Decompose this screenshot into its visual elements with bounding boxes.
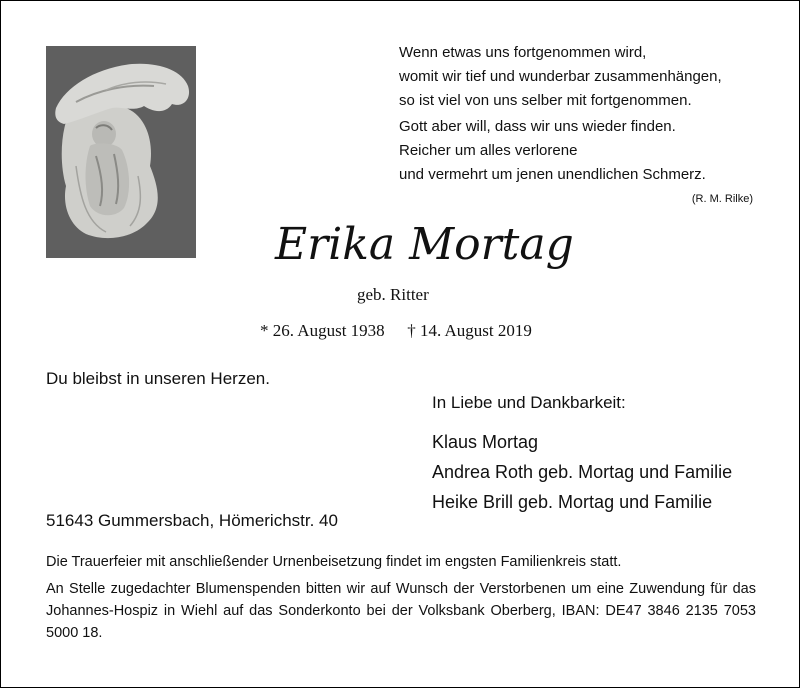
birth-date: 26. August 1938 [272,321,385,340]
memorial-motto: Du bleibst in unseren Herzen. [46,369,270,388]
poem-author: (R. M. Rilke) [691,193,753,205]
mourner-name: Klaus Mortag [432,432,539,452]
mourners-list [432,427,732,517]
donation-request: An Stelle zugedachter Blumenspenden bitten wir auf Wunsch der Verstorbenen um eine Zuwendung für das Johannes-Hospiz in Wiehl auf das Sonderkonto bei der Volksbank Oberberg, IBAN: DE47 3846 2135 7053 5000 18. [46,581,756,641]
poem-line: Wenn etwas uns fortgenommen wird, [399,44,647,61]
family-address: 51643 Gummersbach, Hömerichstr. 40 [46,511,338,530]
poem-line: Gott aber will, dass wir uns wieder finden. [399,118,676,135]
mourner-name: Andrea Roth geb. Mortag und Familie [432,462,733,482]
sculpture-hand-icon [46,46,196,258]
rilke-poem [399,41,769,187]
poem-line: so ist viel von uns selber mit fortgenommen. [399,92,692,109]
mourner-name: Heike Brill geb. Mortag und Familie [432,492,713,512]
funeral-notice [46,551,756,644]
poem-line: Reicher um alles verlorene [399,142,578,159]
birth-name: geb. Ritter [357,285,429,304]
poem-stanza-2 [399,115,769,187]
death-symbol: † [407,321,416,340]
poem-line: womit wir tief und wunderbar zusammenhängen, [399,68,722,85]
poem-line: und vermehrt um jenen unendlichen Schmerz. [399,166,706,183]
sculpture-image [46,46,196,258]
funeral-info: Die Trauerfeier mit anschließender Urnenbeisetzung findet im engsten Familienkreis statt. [46,554,622,570]
poem-stanza-1 [399,41,769,113]
birth-symbol: * [260,321,269,340]
death-date: 14. August 2019 [419,321,532,340]
life-dates [260,321,532,341]
thanks-heading: In Liebe und Dankbarkeit: [432,393,626,412]
deceased-name: Erika Mortag [275,219,574,270]
